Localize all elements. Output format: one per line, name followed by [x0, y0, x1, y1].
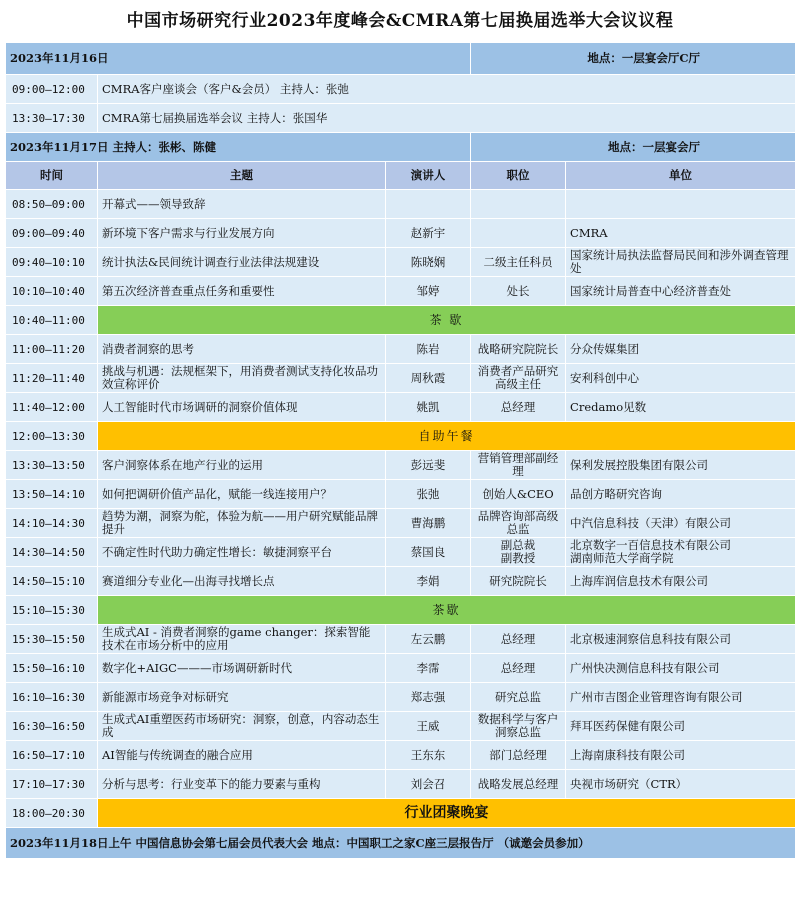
time-cell: 16:10—16:30: [6, 683, 98, 712]
topic-cell: 挑战与机遇：法规框架下，用消费者测试支持化妆品功效宣称评价: [98, 364, 386, 393]
speaker-cell: [386, 190, 471, 219]
day1-header-row: [6, 43, 796, 75]
speaker-cell: 蔡国良: [386, 538, 471, 567]
col-header-position: 职位: [471, 162, 566, 190]
col-header-org: 单位: [566, 162, 796, 190]
speaker-cell: 张弛: [386, 480, 471, 509]
table-row: [6, 451, 796, 480]
topic-cell: 分析与思考：行业变革下的能力要素与重构: [98, 770, 386, 799]
position-cell: 处长: [471, 277, 566, 306]
topic-cell: 消费者洞察的思考: [98, 335, 386, 364]
table-row: [6, 393, 796, 422]
time-cell: 17:10—17:30: [6, 770, 98, 799]
org-cell: 品创方略研究咨询: [566, 480, 796, 509]
position-cell: 战略研究院院长: [471, 335, 566, 364]
table-row: [6, 219, 796, 248]
time-cell: 15:50—16:10: [6, 654, 98, 683]
table-row: [6, 75, 796, 104]
time-cell: 13:50—14:10: [6, 480, 98, 509]
table-row: [6, 654, 796, 683]
time-cell: 16:50—17:10: [6, 741, 98, 770]
org-cell: 分众传媒集团: [566, 335, 796, 364]
speaker-cell: 赵新宇: [386, 219, 471, 248]
org-cell: Credamo见数: [566, 393, 796, 422]
topic-cell: 人工智能时代市场调研的洞察价值体现: [98, 393, 386, 422]
break-label: 茶歇: [98, 596, 796, 625]
topic-cell: 不确定性时代助力确定性增长：敏捷洞察平台: [98, 538, 386, 567]
speaker-cell: 陈晓娴: [386, 248, 471, 277]
time-cell: 10:10—10:40: [6, 277, 98, 306]
time-cell: 09:00—09:40: [6, 219, 98, 248]
table-row: [6, 567, 796, 596]
speaker-cell: 郑志强: [386, 683, 471, 712]
time-cell: 16:30—16:50: [6, 712, 98, 741]
speaker-cell: 左云鹏: [386, 625, 471, 654]
position-cell: 二级主任科员: [471, 248, 566, 277]
table-row: [6, 190, 796, 219]
time-cell: 11:40—12:00: [6, 393, 98, 422]
speaker-cell: 周秋霞: [386, 364, 471, 393]
footer-row: [6, 828, 796, 859]
break-label: 行业团聚晚宴: [98, 799, 796, 828]
time-cell: 15:10—15:30: [6, 596, 98, 625]
break-row: [6, 306, 796, 335]
topic-cell: 第五次经济普查重点任务和重要性: [98, 277, 386, 306]
table-row: [6, 683, 796, 712]
table-row: [6, 770, 796, 799]
day1-date: 2023年11月16日: [6, 43, 471, 75]
topic-cell: 统计执法&民间统计调查行业法律法规建设: [98, 248, 386, 277]
time-cell: 18:00—20:30: [6, 799, 98, 828]
speaker-cell: 陈岩: [386, 335, 471, 364]
org-cell: 拜耳医药保健有限公司: [566, 712, 796, 741]
time-cell: 10:40—11:00: [6, 306, 98, 335]
org-cell: 上海南康科技有限公司: [566, 741, 796, 770]
org-cell: 广州快决测信息科技有限公司: [566, 654, 796, 683]
table-row: [6, 335, 796, 364]
break-row: [6, 799, 796, 828]
position-cell: 品牌咨询部高级总监: [471, 509, 566, 538]
topic-cell: 如何把调研价值产品化，赋能一线连接用户？: [98, 480, 386, 509]
topic-cell: 数字化+AIGC———市场调研新时代: [98, 654, 386, 683]
time-cell: 12:00—13:30: [6, 422, 98, 451]
session-cell: CMRA客户座谈会（客户&会员） 主持人：张弛: [98, 75, 796, 104]
position-cell: 总经理: [471, 393, 566, 422]
time-cell: 13:30—13:50: [6, 451, 98, 480]
position-cell: 创始人&CEO: [471, 480, 566, 509]
topic-cell: 趋势为潮，洞察为舵，体验为航——用户研究赋能品牌提升: [98, 509, 386, 538]
topic-cell: AI智能与传统调查的融合应用: [98, 741, 386, 770]
position-cell: [471, 219, 566, 248]
position-cell: 营销管理部副经理: [471, 451, 566, 480]
speaker-cell: 彭远斐: [386, 451, 471, 480]
position-cell: 部门总经理: [471, 741, 566, 770]
time-cell: 15:30—15:50: [6, 625, 98, 654]
topic-cell: 赛道细分专业化—出海寻找增长点: [98, 567, 386, 596]
org-cell: 国家统计局执法监督局民间和涉外调查管理处: [566, 248, 796, 277]
day2-location: 地点：一层宴会厅: [471, 133, 796, 162]
speaker-cell: 刘会召: [386, 770, 471, 799]
topic-cell: 生成式AI - 消费者洞察的game changer：探索智能技术在市场分析中的应用: [98, 625, 386, 654]
org-cell: 国家统计局普查中心经济普查处: [566, 277, 796, 306]
time-cell: 09:00—12:00: [6, 75, 98, 104]
break-label: 自助午餐: [98, 422, 796, 451]
org-cell: 保利发展控股集团有限公司: [566, 451, 796, 480]
time-cell: 11:00—11:20: [6, 335, 98, 364]
table-row: [6, 741, 796, 770]
speaker-cell: 李娟: [386, 567, 471, 596]
topic-cell: 新能源市场竞争对标研究: [98, 683, 386, 712]
org-cell: [566, 190, 796, 219]
speaker-cell: 曹海鹏: [386, 509, 471, 538]
speaker-cell: 李霈: [386, 654, 471, 683]
time-cell: 14:10—14:30: [6, 509, 98, 538]
column-header-row: [6, 162, 796, 190]
position-cell: 消费者产品研究高级主任: [471, 364, 566, 393]
speaker-cell: 邹婷: [386, 277, 471, 306]
position-cell: 总经理: [471, 654, 566, 683]
time-cell: 14:30—14:50: [6, 538, 98, 567]
org-cell: 北京数字一百信息技术有限公司 湖南师范大学商学院: [566, 538, 796, 567]
col-header-speaker: 演讲人: [386, 162, 471, 190]
position-cell: 数据科学与客户洞察总监: [471, 712, 566, 741]
topic-cell: 生成式AI重塑医药市场研究：洞察，创意，内容动态生成: [98, 712, 386, 741]
session-cell: CMRA第七届换届选举会议 主持人：张国华: [98, 104, 796, 133]
footer-text: 2023年11月18日上午 中国信息协会第七届会员代表大会 地点：中国职工之家C座三层报告厅 （诚邀会员参加）: [6, 828, 796, 859]
speaker-cell: 王东东: [386, 741, 471, 770]
time-cell: 14:50—15:10: [6, 567, 98, 596]
page-title: 中国市场研究行业2023年度峰会&CMRA第七届换届选举大会议议程: [126, 11, 674, 31]
day2-header-row: [6, 133, 796, 162]
table-row: [6, 480, 796, 509]
table-row: [6, 712, 796, 741]
agenda-table: [5, 42, 796, 859]
org-cell: 广州市吉图企业管理咨询有限公司: [566, 683, 796, 712]
table-row: [6, 364, 796, 393]
break-label: 茶 歇: [98, 306, 796, 335]
break-row: [6, 422, 796, 451]
table-row: [6, 538, 796, 567]
position-cell: [471, 190, 566, 219]
table-row: [6, 625, 796, 654]
position-cell: 研究院院长: [471, 567, 566, 596]
col-header-time: 时间: [6, 162, 98, 190]
speaker-cell: 王威: [386, 712, 471, 741]
time-cell: 11:20—11:40: [6, 364, 98, 393]
topic-cell: 新环境下客户需求与行业发展方向: [98, 219, 386, 248]
org-cell: 上海库润信息技术有限公司: [566, 567, 796, 596]
position-cell: 总经理: [471, 625, 566, 654]
time-cell: 09:40—10:10: [6, 248, 98, 277]
speaker-cell: 姚凯: [386, 393, 471, 422]
time-cell: 13:30—17:30: [6, 104, 98, 133]
topic-cell: 开幕式——领导致辞: [98, 190, 386, 219]
table-row: [6, 277, 796, 306]
time-cell: 08:50—09:00: [6, 190, 98, 219]
org-cell: 北京极速洞察信息科技有限公司: [566, 625, 796, 654]
org-cell: 安利科创中心: [566, 364, 796, 393]
topic-cell: 客户洞察体系在地产行业的运用: [98, 451, 386, 480]
col-header-topic: 主题: [98, 162, 386, 190]
day2-header: 2023年11月17日 主持人：张彬、陈健: [6, 133, 471, 162]
table-row: [6, 104, 796, 133]
position-cell: 副总裁 副教授: [471, 538, 566, 567]
org-cell: 中汽信息科技（天津）有限公司: [566, 509, 796, 538]
table-row: [6, 248, 796, 277]
org-cell: CMRA: [566, 219, 796, 248]
table-row: [6, 509, 796, 538]
day1-location: 地点：一层宴会厅C厅: [471, 43, 796, 75]
position-cell: 研究总监: [471, 683, 566, 712]
break-row: [6, 596, 796, 625]
position-cell: 战略发展总经理: [471, 770, 566, 799]
org-cell: 央视市场研究（CTR）: [566, 770, 796, 799]
